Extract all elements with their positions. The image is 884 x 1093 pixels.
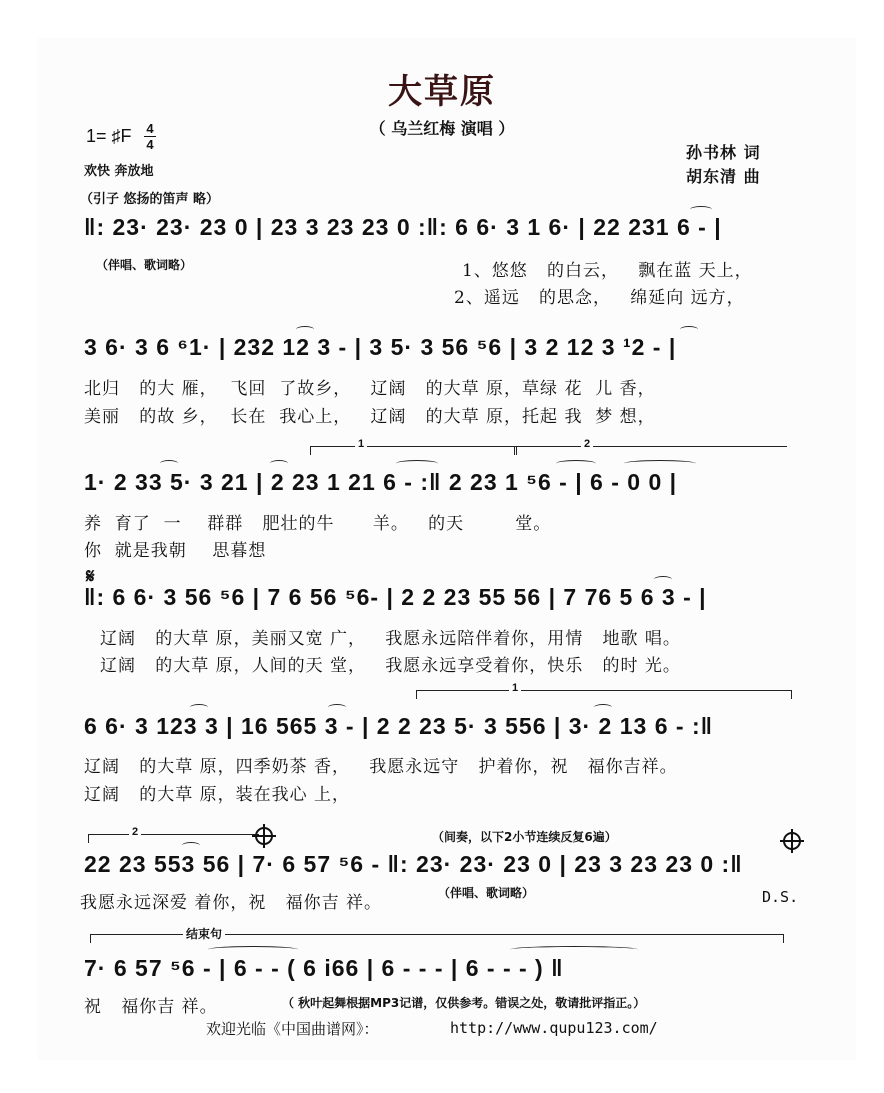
tie-mark (624, 460, 696, 467)
lyric-line: 祝 福你吉 祥。 (84, 997, 218, 1017)
lyric-line: 我愿永远深爱 着你，祝 福你吉 祥。 (80, 893, 383, 913)
key-signature: 1= ♯F (86, 126, 132, 146)
intro-note: （引子 悠扬的笛声 略） (80, 192, 220, 207)
notation-row-6: 22 23 553 56 | 7· 6 57 ⁵6 - ‖: 23· 23· 23 0 | 23 3 23 23 0 :‖ (84, 851, 743, 877)
notation-row-2: 3 6· 3 6 ⁶1· | 232 12 3 - | 3 5· 3 56 ⁵6 | 3 2 12 3 ¹2 - | (84, 334, 677, 360)
slur-mark (556, 460, 596, 467)
slur-mark (270, 460, 288, 467)
notation-row-4: ‖: 6 6· 3 56 ⁵6 | 7 6 56 ⁵6- | 2 2 23 55 56 | 7 76 5 6 3 - | (84, 584, 707, 610)
lyric-line: 美丽 的故 乡， 长在 我心上， 辽阔 的大草 原，托起 我 梦 想， (84, 407, 656, 427)
dal-segno-mark: D.S. (762, 888, 799, 906)
slur-mark (654, 576, 672, 583)
notation-row-5: 6 6· 3 123 3 | 16 565 3 - | 2 2 23 5· 3 556 | 3· 2 13 6 - :‖ (84, 713, 714, 739)
notation-row-1: ‖: 23· 23· 23 0 | 23 3 23 23 0 :‖: 6 6· 3 1 6· | 22 231 6 - | (84, 214, 722, 240)
slur-mark (160, 460, 178, 467)
lyric-line: 2、遥远 的思念， 绵延向 远方， (454, 288, 745, 308)
volta-bracket-2: 2 (516, 446, 787, 455)
lyric-line: 辽阔 的大草 原，美丽又宽 广， 我愿永远陪伴着你，用情 地歌 唱。 (100, 629, 681, 649)
singer-credit: （ 乌兰红梅 演唱 ） (369, 119, 515, 138)
time-signature-top: 4 (146, 121, 154, 136)
time-signature (144, 122, 156, 151)
slur-mark (396, 460, 438, 467)
ending-bracket: 结束句 (90, 934, 784, 943)
volta-bracket-1-end (514, 446, 515, 455)
lyric-line: 辽阔 的大草 原，人间的天 堂， 我愿永远享受着你，快乐 的时 光。 (100, 656, 681, 676)
song-title: 大草原 (388, 72, 496, 112)
lyric-line: 养 育了 一 群群 肥壮的牛 羊。 的天 堂。 (84, 514, 552, 534)
tie-mark (510, 946, 638, 953)
lyric-line: 辽阔 的大草 原，四季奶茶 香， 我愿永远守 护着你，祝 福你吉祥。 (84, 757, 678, 777)
volta-bracket-1: 1 (310, 446, 573, 455)
lyric-line: 辽阔 的大草 原，装在我心 上， (84, 785, 351, 805)
volta-bracket-2: 2 (88, 834, 259, 843)
lyricist-credit: 孙书林 词 (686, 143, 761, 162)
tie-mark (208, 946, 298, 953)
accompaniment-note: （伴唱、歌词略） (438, 886, 535, 900)
notation-row-3: 1· 2 33 5· 3 21 | 2 23 1 21 6 - :‖ 2 23 1 ⁵6 - | 6 - 0 0 | (84, 469, 678, 495)
slur-mark (680, 326, 698, 333)
time-signature-bottom: 4 (146, 137, 154, 152)
footer-url-link[interactable]: http://www.qupu123.com/ (450, 1019, 658, 1037)
slur-mark (594, 704, 612, 711)
footer-site-name: 欢迎光临《中国曲谱网》： (206, 1020, 379, 1038)
notation-row-7: 7· 6 57 ⁵6 - | 6 - - ( 6 i66 | 6 - - - | 6 - - - ) ‖ (84, 955, 564, 981)
coda-icon (255, 827, 273, 845)
composer-credit: 胡东清 曲 (686, 167, 761, 186)
volta-bracket-1: 1 (416, 690, 792, 699)
disclaimer-note: （ 秋叶起舞根据MP3记谱，仅供参考。错误之处，敬请批评指正。） (282, 996, 646, 1010)
slur-mark (182, 842, 200, 849)
segno-sign: 𝄋 (86, 564, 95, 588)
coda-icon (783, 832, 801, 850)
accompaniment-note: （伴唱、歌词略） (96, 258, 193, 272)
slur-mark (296, 326, 314, 333)
interlude-note: （间奏，以下2小节连续反复6遍） (432, 830, 617, 844)
slur-mark (190, 704, 208, 711)
lyric-line: 1、悠悠 的白云， 飘在蓝 天上， (462, 261, 753, 281)
slur-mark (690, 206, 712, 213)
lyric-line: 北归 的大 雁， 飞回 了故乡， 辽阔 的大草 原，草绿 花 儿 香， (84, 379, 656, 399)
slur-mark (328, 704, 346, 711)
lyric-line: 你 就是我朝 思暮想 (84, 541, 267, 561)
tempo-marking: 欢快 奔放地 (84, 164, 154, 179)
